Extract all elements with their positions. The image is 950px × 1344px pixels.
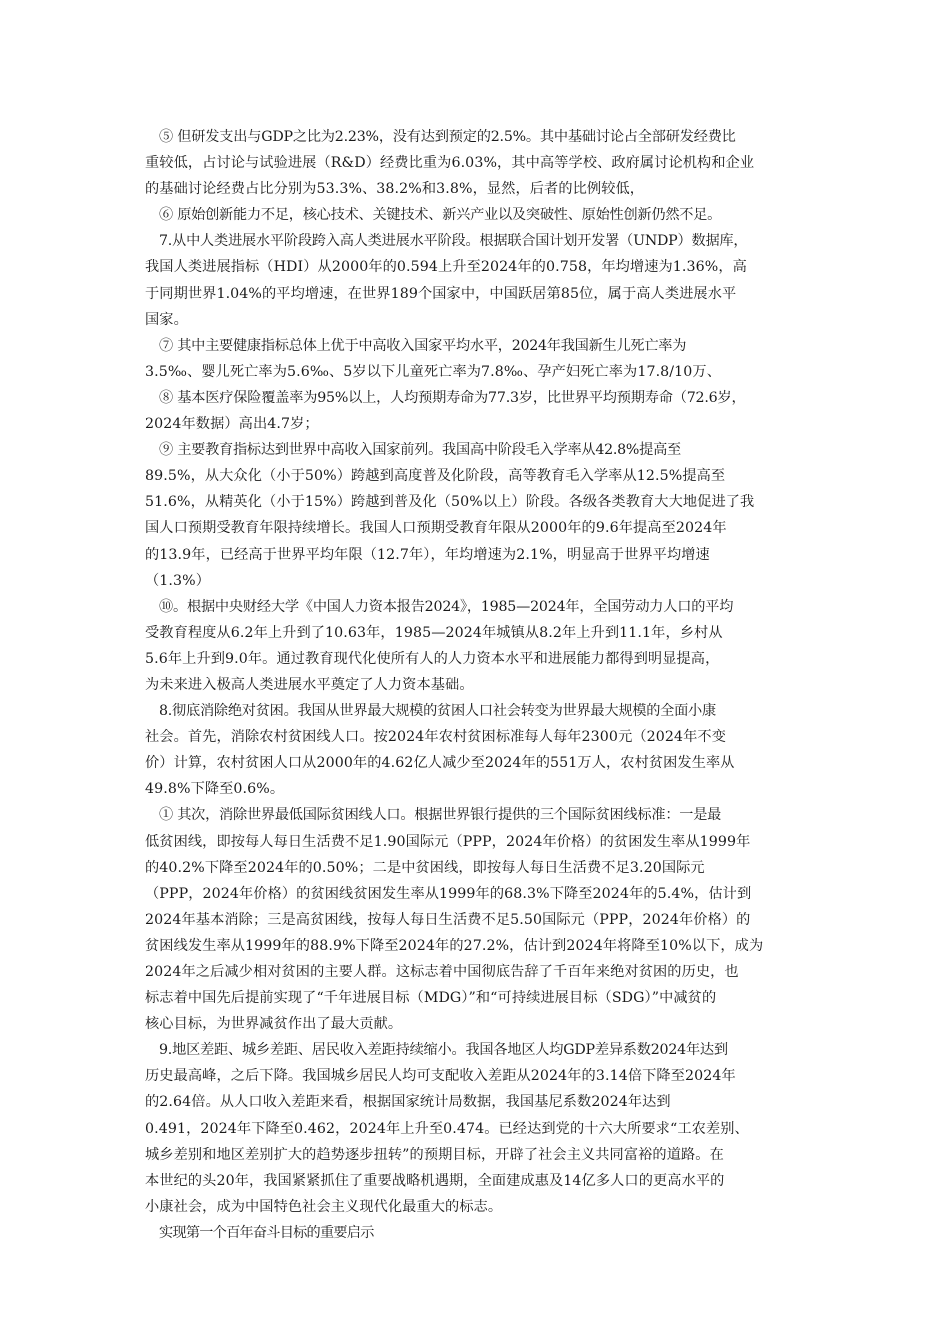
text-line: 2024年数据）高出4.7岁； — [145, 416, 319, 433]
text-line: 5.6年上升到9.0年。通过教育现代化使所有人的人力资本水平和进展能力都得到明显提高， — [145, 650, 720, 667]
text-line: 3.5‰、婴儿死亡率为5.6‰、5岁以下儿童死亡率为7.8‰、孕产妇死亡率为17.8/10万、 — [145, 363, 722, 380]
text-line: 49.8%下降至0.6%。 — [145, 781, 285, 798]
paragraph — [145, 437, 815, 594]
text-line: 重较低，占讨论与试验进展（R&D）经费比重为6.03%，其中高等学校、政府属讨论机构和企业 — [145, 155, 755, 172]
paragraph — [145, 698, 815, 802]
text-line: 标志着中国先后提前实现了“千年进展目标（MDG）”和“可持续进展目标（SDG）”中减贫的 — [145, 990, 717, 1007]
text-line: 价）计算，农村贫困人口从2000年的4.62亿人减少至2024年的551万人，农村贫困发生率从 — [145, 755, 735, 772]
paragraph — [145, 385, 815, 437]
text-line: 小康社会，成为中国特色社会主义现代化最重大的标志。 — [145, 1198, 503, 1215]
paragraph — [145, 802, 815, 1037]
text-line: ⑥ 原始创新能力不足，核心技术、关键技术、新兴产业以及突破性、原始性创新仍然不足。 — [159, 207, 722, 224]
text-line: ⑤ 但研发支出与GDP之比为2.23%，没有达到预定的2.5%。其中基础讨论占全部研发经费比 — [159, 129, 736, 145]
text-line: 社会。首先，消除农村贫困线人口。按2024年农村贫困标准每人每年2300元（2024年不变 — [145, 729, 727, 746]
text-line: ⑦ 其中主要健康指标总体上优于中高收入国家平均水平，2024年我国新生儿死亡率为 — [159, 337, 687, 354]
text-line: 于同期世界1.04%的平均增速，在世界189个国家中，中国跃居第85位，属于高人类进展水平 — [145, 285, 737, 302]
text-line: ① 其次，消除世界最低国际贫困线人口。根据世界银行提供的三个国际贫困线标准：一是最 — [159, 807, 722, 824]
text-line: 城乡差别和地区差别扩大的趋势逐步扭转”的预期目标，开辟了社会主义共同富裕的道路。在 — [145, 1146, 724, 1163]
text-line: 9.地区差距、城乡差距、居民收入差距持续缩小。我国各地区人均GDP差异系数2024年达到 — [159, 1042, 728, 1059]
text-line: 国人口预期受教育年限持续增长。我国人口预期受教育年限从2000年的9.6年提高至2024年 — [145, 520, 727, 537]
text-line: 国家。 — [145, 311, 188, 328]
text-line: 为未来进入极高人类进展水平奠定了人力资本基础。 — [145, 676, 474, 693]
text-line: 0.491，2024年下降至0.462，2024年上升至0.474。已经达到党的十六大所要求“工农差别、 — [145, 1120, 749, 1137]
text-line: 贫困线发生率从1999年的88.9%下降至2024年的27.2%，估计到2024年将降至10%以下，成为 — [145, 937, 764, 954]
text-line: 历史最高峰，之后下降。我国城乡居民人均可支配收入差距从2024年的3.14倍下降至2024年 — [145, 1068, 736, 1085]
text-line: 51.6%，从精英化（小于15%）跨越到普及化（50%以上）阶段。各级各类教育大大地促进了我 — [145, 494, 755, 511]
text-line: 的40.2%下降至2024年的0.50%；二是中贫困线，即按每人每日生活费不足3.20国际元 — [145, 859, 705, 876]
text-line: ⑩。根据中央财经大学《中国人力资本报告2024》，1985—2024年，全国劳动力人口的平均 — [159, 598, 734, 615]
text-line: 2024年基本消除；三是高贫困线，按每人每日生活费不足5.50国际元（PPP，2024年价格）的 — [145, 911, 751, 928]
paragraph — [145, 124, 815, 202]
text-line: 7.从中人类进展水平阶段跨入高人类进展水平阶段。根据联合国计划开发署（UNDP）数据库， — [159, 233, 748, 250]
text-line: 的2.64倍。从人口收入差距来看，根据国家统计局数据，我国基尼系数2024年达到 — [145, 1094, 671, 1111]
text-line: 的基础讨论经费占比分别为53.3%、38.2%和3.8%，显然，后者的比例较低， — [145, 181, 645, 198]
text-line: 低贫困线，即按每人每日生活费不足1.90国际元（PPP，2024年价格）的贫困发生率从1999年 — [145, 833, 751, 850]
paragraph — [145, 202, 815, 228]
text-line: 2024年之后减少相对贫困的主要人群。这标志着中国彻底告辞了千百年来绝对贫困的历史，也 — [145, 964, 739, 980]
text-line: （1.3%） — [145, 572, 211, 589]
paragraph — [145, 228, 815, 332]
document-body — [145, 124, 815, 1246]
paragraph — [145, 333, 815, 385]
text-line: （PPP，2024年价格）的贫困线贫困发生率从1999年的68.3%下降至2024年的5.4%，估计到 — [145, 885, 752, 902]
paragraph — [145, 1220, 815, 1246]
text-line: ⑨ 主要教育指标达到世界中高收入国家前列。我国高中阶段毛入学率从42.8%提高至 — [159, 442, 681, 459]
paragraph — [145, 594, 815, 698]
text-line: 实现第一个百年奋斗目标的重要启示 — [159, 1224, 374, 1241]
text-line: 受教育程度从6.2年上升到了10.63年，1985—2024年城镇从8.2年上升到11.1年，乡村从 — [145, 624, 723, 641]
text-line: 89.5%，从大众化（小于50%）跨越到高度普及化阶段，高等教育毛入学率从12.5%提高至 — [145, 468, 726, 485]
text-line: 8.彻底消除绝对贫困。我国从世界最大规模的贫困人口社会转变为世界最大规模的全面小康 — [159, 703, 716, 720]
text-line: 本世纪的头20年，我国紧紧抓住了重要战略机遇期，全面建成惠及14亿多人口的更高水平的 — [145, 1172, 725, 1189]
text-line: ⑧ 基本医疗保险覆盖率为95%以上，人均预期寿命为77.3岁，比世界平均预期寿命（72.6岁， — [159, 389, 746, 406]
text-line: 核心目标，为世界减贫作出了最大贡献。 — [145, 1016, 403, 1033]
text-line: 的13.9年，已经高于世界平均年限（12.7年），年均增速为2.1%，明显高于世界平均增速 — [145, 546, 710, 563]
paragraph — [145, 1037, 815, 1220]
text-line: 我国人类进展指标（HDI）从2000年的0.594上升至2024年的0.758，年均增速为1.36%，高 — [145, 259, 747, 276]
